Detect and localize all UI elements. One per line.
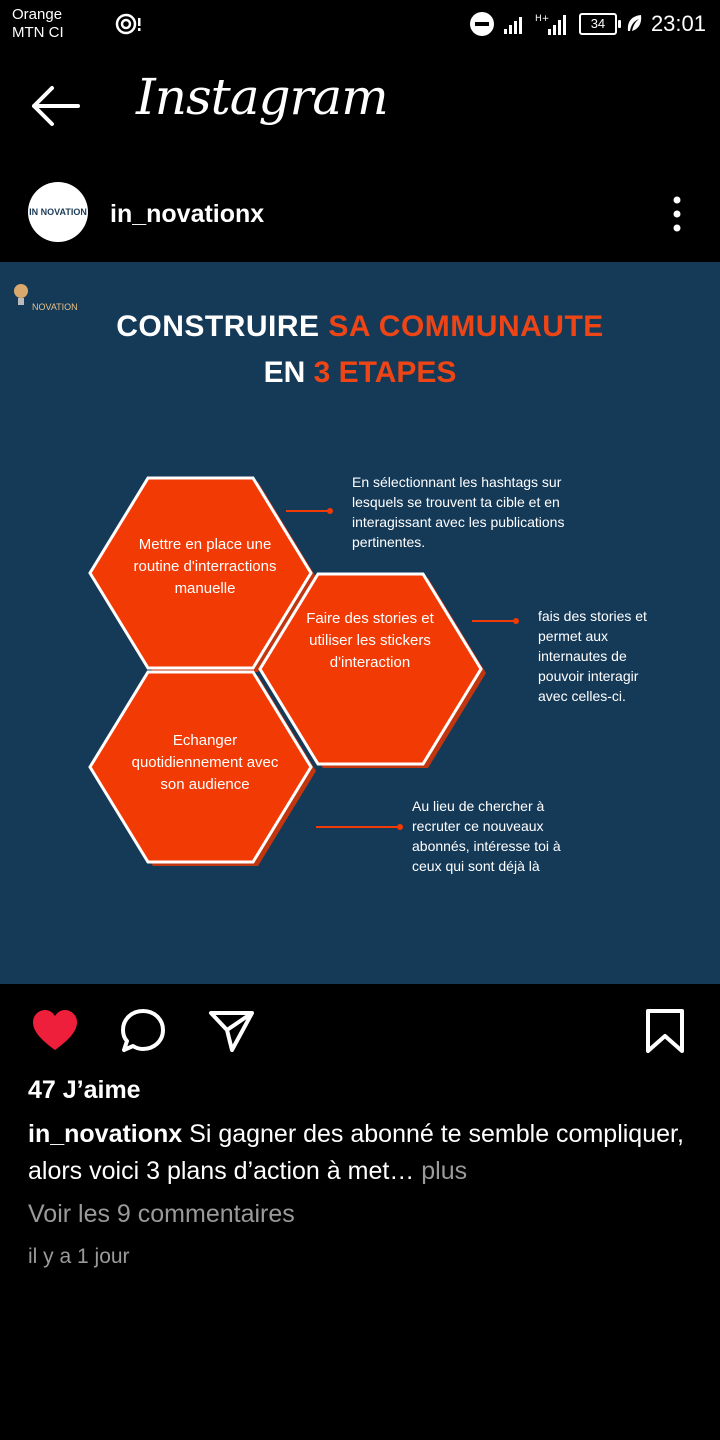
carrier-label — [12, 6, 64, 42]
comment-icon[interactable] — [118, 1006, 168, 1056]
caption-username[interactable]: in_novationx — [28, 1120, 183, 1148]
share-send-icon[interactable] — [206, 1006, 256, 1056]
step-3-note: Au lieu de chercher à recruter ce nouveaux abonnés, intéresse toi à ceux qui sont déjà là — [412, 798, 561, 874]
headline-orange-1: SA COMMUNAUTE — [328, 310, 604, 343]
avatar-logo-text: IN NOVATION — [29, 207, 87, 217]
post-timestamp: il y a 1 jour — [28, 1245, 130, 1268]
headline-white-1: CONSTRUIRE — [116, 310, 320, 343]
heart-filled-icon[interactable] — [30, 1006, 80, 1056]
brand-logo-text: NOVATION — [32, 302, 78, 312]
step-1-label: Mettre en place une routine d'interractions manuelle — [133, 536, 277, 597]
post-actions — [0, 1000, 720, 1060]
headline-orange-2: 3 ETAPES — [313, 356, 457, 389]
app-bar — [0, 58, 720, 148]
post-username[interactable]: in_novationx — [110, 200, 265, 228]
svg-text:H+: H+ — [534, 14, 550, 24]
battery-saver-leaf-icon — [625, 14, 643, 34]
hotspot-icon — [114, 10, 142, 38]
step-2-label: Faire des stories et utiliser les stickers d'interaction — [306, 610, 434, 671]
view-comments-link[interactable]: Voir les 9 commentaires — [28, 1200, 295, 1228]
post-image[interactable] — [0, 262, 720, 984]
carrier-line-2: MTN CI — [12, 24, 64, 41]
carrier-line-1: Orange — [12, 6, 63, 23]
status-icons — [469, 8, 706, 40]
step-1-note: En sélectionnant les hashtags sur lesquels se trouvent ta cible et en interagissant avec les publications pertinentes. — [352, 474, 565, 550]
step-2-note: fais des stories et permet aux internautes de pouvoir interagir avec celles-ci. — [538, 608, 647, 704]
clock: 23:01 — [650, 11, 706, 36]
post-header — [0, 178, 720, 250]
caption-text: Si gagner des abonné te semble compliquer, alors voici 3 plans d’action à met… — [28, 1120, 684, 1185]
more-options-icon[interactable] — [662, 194, 692, 234]
battery-indicator: 34 — [579, 13, 617, 35]
status-bar — [0, 0, 720, 48]
signal-hplus-icon — [535, 12, 571, 36]
do-not-disturb-icon — [469, 11, 495, 37]
back-arrow-icon[interactable] — [28, 84, 84, 128]
like-count[interactable]: 47 J’aime — [28, 1076, 141, 1104]
signal-icon — [503, 13, 527, 35]
step-3-label: Echanger quotidiennement avec son audience — [131, 732, 279, 793]
caption-more-link[interactable]: plus — [421, 1157, 468, 1185]
bookmark-icon[interactable] — [640, 1006, 690, 1056]
avatar[interactable] — [28, 182, 88, 242]
headline-white-2: EN — [263, 356, 306, 389]
app-title: Instagram — [136, 68, 388, 126]
post-caption — [28, 1116, 698, 1190]
